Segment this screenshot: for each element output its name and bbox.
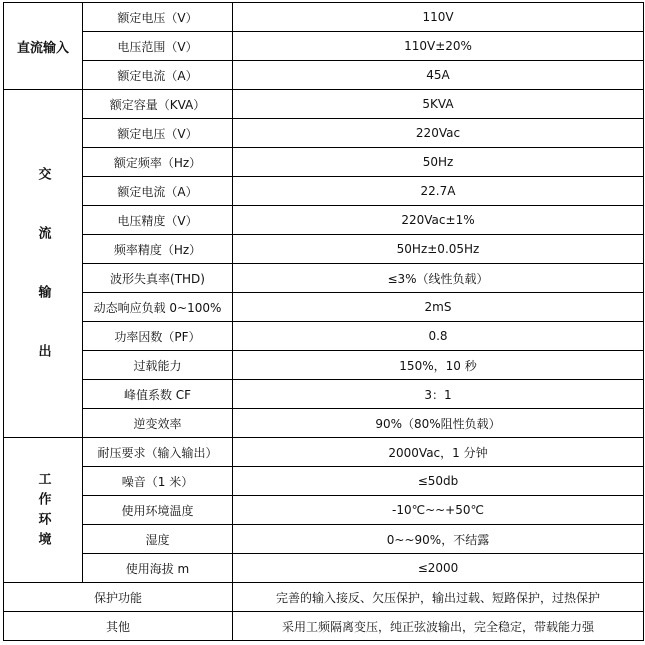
param-name: 峰值系数 CF (83, 380, 233, 409)
param-value: 150%，10 秒 (233, 351, 644, 380)
param-name: 保护功能 (4, 583, 233, 612)
param-name: 噪音（1 米） (83, 467, 233, 496)
param-value: 110V (233, 3, 644, 32)
param-value: ≤3%（线性负载） (233, 264, 644, 293)
table-row (4, 409, 644, 438)
group-label-cell (4, 438, 83, 583)
spec-table (3, 2, 644, 641)
param-value: 90%（80%阻性负载） (233, 409, 644, 438)
table-row (4, 61, 644, 90)
table-row (4, 293, 644, 322)
param-name: 额定电压（V） (83, 119, 233, 148)
param-value: 50Hz (233, 148, 644, 177)
table-row (4, 322, 644, 351)
param-value: 3：1 (233, 380, 644, 409)
param-name: 额定电流（A） (83, 177, 233, 206)
param-name: 逆变效率 (83, 409, 233, 438)
param-name: 电压精度（V） (83, 206, 233, 235)
group-label: 直流输入 (16, 40, 69, 56)
param-name: 使用环境温度 (83, 496, 233, 525)
param-value: -10℃~~+50℃ (233, 496, 644, 525)
table-row (4, 380, 644, 409)
table-row (4, 612, 644, 641)
param-name: 额定频率（Hz） (83, 148, 233, 177)
table-row (4, 351, 644, 380)
param-value: 0~~90%，不结露 (233, 525, 644, 554)
table-row (4, 264, 644, 293)
param-value: ≤50db (233, 467, 644, 496)
table-row (4, 583, 644, 612)
param-name: 湿度 (83, 525, 233, 554)
table-row (4, 90, 644, 119)
param-name: 额定电压（V） (83, 3, 233, 32)
param-name: 电压范围（V） (83, 32, 233, 61)
param-name: 功率因数（PF） (83, 322, 233, 351)
table-row (4, 148, 644, 177)
param-value: 220Vac (233, 119, 644, 148)
table-row (4, 438, 644, 467)
param-value: 采用工频隔离变压，纯正弦波输出，完全稳定，带载能力强 (233, 612, 644, 641)
param-value: 完善的输入接反、欠压保护，输出过载、短路保护，过热保护 (233, 583, 644, 612)
table-row (4, 206, 644, 235)
param-value: ≤2000 (233, 554, 644, 583)
param-name: 频率精度（Hz） (83, 235, 233, 264)
param-name: 其他 (4, 612, 233, 641)
param-value: 220Vac±1% (233, 206, 644, 235)
param-value: 2mS (233, 293, 644, 322)
param-value: 22.7A (233, 177, 644, 206)
table-row (4, 32, 644, 61)
group-label-cell (4, 3, 83, 90)
group-label-cell (4, 90, 83, 438)
table-row (4, 119, 644, 148)
param-value: 0.8 (233, 322, 644, 351)
table-row (4, 554, 644, 583)
group-label: 交流输出 (35, 166, 51, 403)
param-value: 2000Vac，1 分钟 (233, 438, 644, 467)
group-label: 工作环境 (35, 471, 51, 552)
table-row (4, 467, 644, 496)
param-name: 过载能力 (83, 351, 233, 380)
table-row (4, 3, 644, 32)
param-value: 5KVA (233, 90, 644, 119)
table-row (4, 235, 644, 264)
table-row (4, 525, 644, 554)
param-name: 动态响应负载 0~100% (83, 293, 233, 322)
param-value: 45A (233, 61, 644, 90)
param-value: 110V±20% (233, 32, 644, 61)
param-name: 耐压要求（输入输出） (83, 438, 233, 467)
param-name: 波形失真率(THD) (83, 264, 233, 293)
param-value: 50Hz±0.05Hz (233, 235, 644, 264)
table-row (4, 496, 644, 525)
param-name: 额定容量（KVA） (83, 90, 233, 119)
param-name: 使用海拔 m (83, 554, 233, 583)
table-row (4, 177, 644, 206)
param-name: 额定电流（A） (83, 61, 233, 90)
